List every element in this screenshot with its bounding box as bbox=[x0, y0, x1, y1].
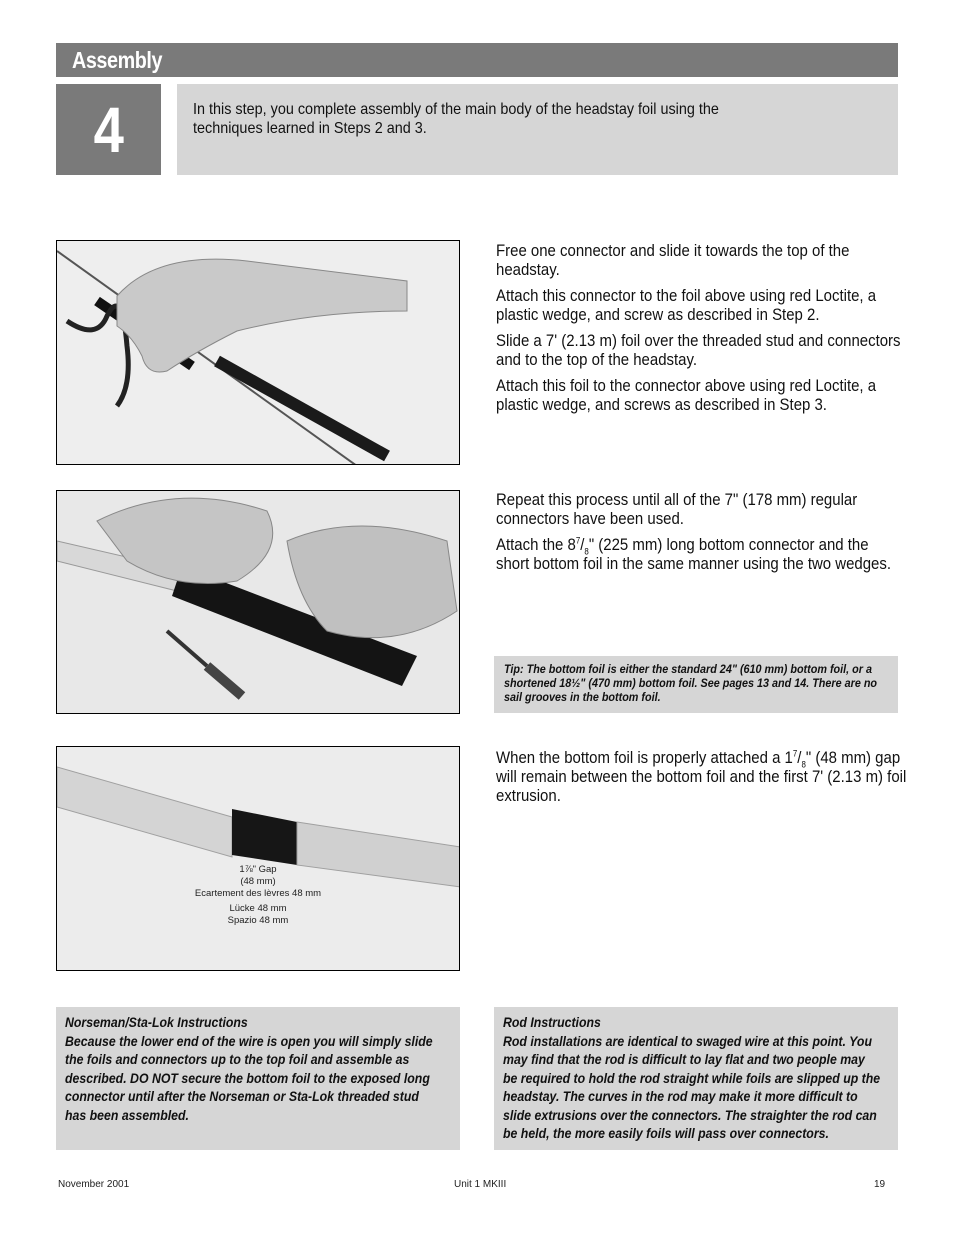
section1-paragraph: Slide a 7' (2.13 m) foil over the threaded stud and connectors and to the top of the headstay. bbox=[496, 331, 901, 369]
photo-connector-slide bbox=[56, 240, 460, 465]
norseman-instructions-box bbox=[56, 1007, 460, 1150]
gap-label-line: (48 mm) bbox=[240, 876, 276, 887]
section3-text bbox=[496, 748, 910, 812]
fraction-numerator: 7 bbox=[792, 748, 798, 759]
tip-box bbox=[494, 656, 898, 713]
photo-bottom-connector bbox=[56, 490, 460, 714]
tip-text: Tip: The bottom foil is either the standard 24" (610 mm) bottom foil, or a shortened 18½" (470 mm) bottom foil. See pages 13 and 14. There are no sail grooves in the bottom foil. bbox=[504, 662, 878, 704]
photo-gap bbox=[56, 746, 460, 971]
fraction-denominator: 8 bbox=[801, 759, 806, 770]
gap-label-line: Lücke 48 mm bbox=[229, 903, 287, 914]
note-body: Because the lower end of the wire is open you will simply slide the foils and connectors up to the top foil and assemble as described. DO NOT secure the bottom foil to the exposed long connector until after the Norseman or Sta-Lok threaded stud has been assembled. bbox=[65, 1032, 433, 1123]
step-intro-text: In this step, you complete assembly of the main body of the headstay foil using the techniques learned in Steps 2 and 3. bbox=[193, 101, 719, 137]
section3-paragraph: When the bottom foil is properly attached a $1^7/_8$" (48 mm) gap will remain between the bottom foil and the first 7' (2.13 m) foil extrusion. bbox=[496, 748, 907, 805]
norseman-instructions bbox=[65, 1013, 443, 1124]
fraction-numerator: 7 bbox=[575, 535, 581, 546]
step-number-box bbox=[56, 84, 161, 175]
step-intro-box bbox=[177, 84, 898, 175]
section2-paragraph-1: Repeat this process until all of the 7" (178 mm) regular connectors have been used. bbox=[496, 490, 858, 528]
footer-page-number: 19 bbox=[874, 1179, 886, 1190]
section1-text bbox=[496, 241, 903, 421]
section1-paragraph: Attach this connector to the foil above using red Loctite, a plastic wedge, and screw as described in Step 2. bbox=[496, 286, 877, 324]
section1-paragraph: Free one connector and slide it towards the top of the headstay. bbox=[496, 241, 850, 279]
rod-instructions-box bbox=[494, 1007, 898, 1150]
gap-label bbox=[57, 864, 459, 927]
note-title: Norseman/Sta-Lok Instructions bbox=[65, 1014, 248, 1030]
gap-label-line: Spazio 48 mm bbox=[227, 915, 289, 926]
section1-paragraph: Attach this foil to the connector above using red Loctite, a plastic wedge, and screws as described in Step 3. bbox=[496, 376, 877, 414]
section-title: Assembly bbox=[72, 47, 163, 73]
text-run: When the bottom foil is properly attached a 1 bbox=[496, 748, 793, 767]
section-header bbox=[56, 43, 898, 77]
text-run: " (48 mm) gap will remain between the bottom foil and the first 7' (2.13 m) foil extrusion. bbox=[496, 748, 907, 805]
text-run: Attach the 8 bbox=[496, 535, 576, 554]
gap-label-line: 1⅞" Gap bbox=[239, 864, 277, 875]
gap-label-line: Ecartement des lèvres 48 mm bbox=[194, 888, 322, 899]
rod-instructions bbox=[503, 1013, 881, 1143]
footer-date: November 2001 bbox=[58, 1179, 130, 1190]
text-run: " (225 mm) long bottom connector and the short bottom foil in the same manner using the two wedges. bbox=[496, 535, 891, 573]
section2-paragraph-2: Attach the $8^7/_8$" (225 mm) long bottom connector and the short bottom foil in the same manner using the two wedges. bbox=[496, 535, 891, 573]
footer-unit: Unit 1 MKIII bbox=[454, 1179, 507, 1190]
fraction-denominator: 8 bbox=[584, 546, 589, 557]
note-body: Rod installations are identical to swaged wire at this point. You may find that the rod is difficult to lay flat and two people may be required to hold the rod straight while foils are slipped up the headstay. The curves in the rod may make it more difficult to slide extrusions over the connectors. The straighter the rod can be held, the more easily foils will pass over connectors. bbox=[503, 1032, 881, 1141]
section2-text bbox=[496, 490, 903, 580]
step-number: 4 bbox=[93, 93, 124, 166]
note-title: Rod Instructions bbox=[503, 1014, 601, 1030]
